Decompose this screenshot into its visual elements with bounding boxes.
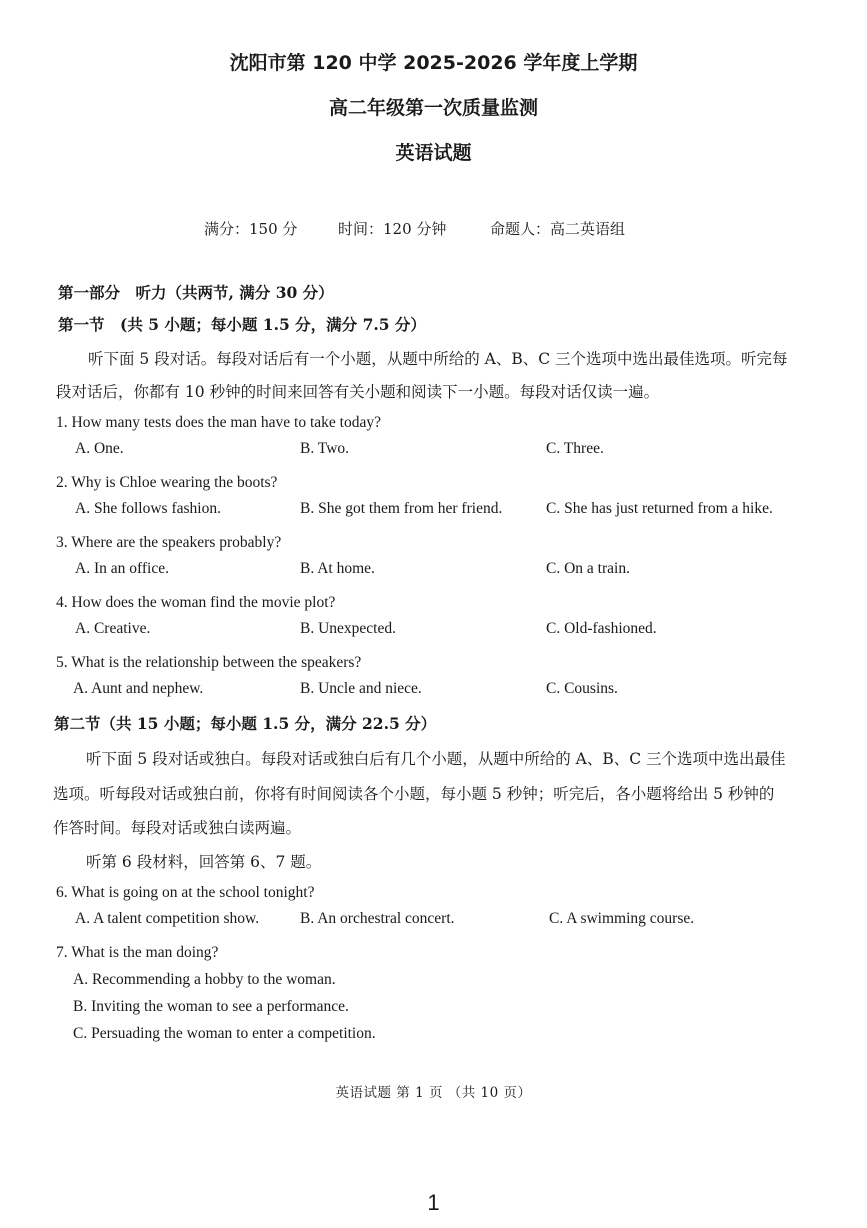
question-1-option-b: B. Two. [300,440,350,457]
exam-author: 命题人：高二英语组 [490,220,626,238]
question-2-option-a: A. She follows fashion. [75,500,221,517]
exam-time: 时间：120 分钟 [338,220,447,238]
section1-instruction-line2: 段对话后，你都有 10 秒钟的时间来回答有关小题和阅读下一小题。每段对话仅读一遍。 [56,383,660,401]
exam-title-subject: 英语试题 [395,142,472,164]
exam-title-school: 沈阳市第 120 中学 2025-2026 学年度上学期 [229,52,638,74]
section2-heading: 第二节（共 15 小题；每小题 1.5 分，满分 22.5 分） [54,714,437,733]
section1-heading: 第一节 (共 5 小题；每小题 1.5 分，满分 7.5 分） [58,315,426,334]
question-1-option-c: C. Three. [546,440,604,457]
question-5-option-b: B. Uncle and niece. [300,680,422,697]
question-7: 7. What is the man doing? [56,944,219,961]
full-score: 满分：150 分 [204,220,298,238]
material-6-note: 听第 6 段材料，回答第 6、7 题。 [86,853,322,871]
exam-title-grade: 高二年级第一次质量监测 [328,97,538,119]
question-3-option-b: B. At home. [300,560,375,577]
question-2: 2. Why is Chloe wearing the boots? [56,474,278,491]
section2-instruction-line2: 选项。听每段对话或独白前，你将有时间阅读各个小题，每小题 5 秒钟；听完后，各小题将给出 5 秒钟的 [53,785,775,803]
question-5-option-a: A. Aunt and nephew. [73,680,204,697]
question-6: 6. What is going on at the school tonight? [56,884,315,901]
section2-instruction-line3: 作答时间。每段对话或独白读两遍。 [53,819,302,837]
question-2-option-c: C. She has just returned from a hike. [546,500,773,517]
question-6-option-a: A. A talent competition show. [75,910,260,927]
question-4-option-c: C. Old-fashioned. [546,620,657,637]
section2-instruction-line1: 听下面 5 段对话或独白。每段对话或独白后有几个小题，从题中所给的 A、B、C 三个选项中选出最佳 [86,750,786,768]
section1-instruction-line1: 听下面 5 段对话。每段对话后有一个小题，从题中所给的 A、B、C 三个选项中选出最佳选项。听完每 [88,350,788,368]
page-number: 1 [427,1190,440,1215]
question-7-option-b: B. Inviting the woman to see a performance. [73,998,349,1015]
part1-heading: 第一部分 听力（共两节, 满分 30 分） [58,283,334,302]
page-footer: 英语试题 第 1 页 （共 10 页） [335,1085,532,1101]
question-3-option-c: C. On a train. [546,560,630,577]
question-4: 4. How does the woman find the movie plot? [56,594,336,611]
question-4-option-b: B. Unexpected. [300,620,396,637]
question-2-option-b: B. She got them from her friend. [300,500,503,517]
question-6-option-b: B. An orchestral concert. [300,910,455,927]
question-7-option-c: C. Persuading the woman to enter a competition. [73,1025,376,1042]
question-6-option-c: C. A swimming course. [549,910,695,927]
question-1-option-a: A. One. [75,440,124,457]
question-4-option-a: A. Creative. [75,620,151,637]
question-3-option-a: A. In an office. [75,560,169,577]
question-1: 1. How many tests does the man have to take today? [56,414,381,431]
question-5-option-c: C. Cousins. [546,680,618,697]
question-7-option-a: A. Recommending a hobby to the woman. [73,971,336,988]
question-5: 5. What is the relationship between the speakers? [56,654,362,671]
question-3: 3. Where are the speakers probably? [56,534,282,551]
